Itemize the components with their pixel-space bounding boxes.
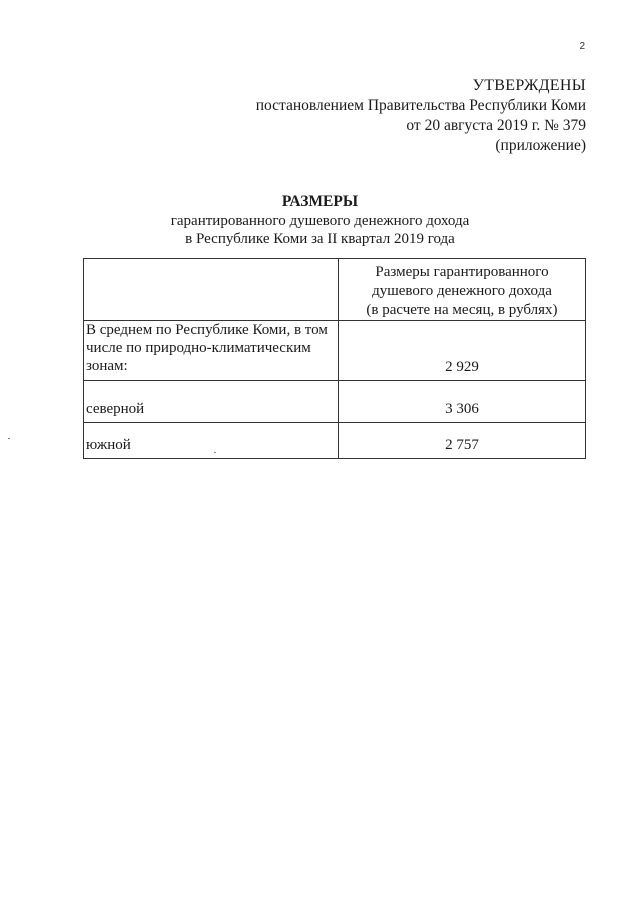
table-row: [84, 423, 586, 459]
header-cell-sizes: [339, 259, 586, 321]
table-header-row: [84, 259, 586, 321]
heading-title: РАЗМЕРЫ: [281, 193, 359, 210]
row-value-average: 2 929: [339, 321, 586, 381]
row-value-north: 3 306: [339, 381, 586, 423]
scan-speck: [214, 452, 216, 453]
table-row: [84, 381, 586, 423]
header-line-1: Размеры гарантированного: [375, 264, 549, 280]
approval-title: УТВЕРЖДЕНЫ: [472, 77, 586, 94]
scan-speck: [8, 438, 10, 439]
table-row: [84, 321, 586, 381]
label-line-3: зонам:: [86, 358, 128, 374]
income-sizes-table: [83, 258, 586, 459]
row-label-south: южной: [84, 423, 339, 459]
document-heading: [0, 192, 640, 248]
row-label-average: [84, 321, 339, 381]
approval-line-decree: постановлением Правительства Республики Коми: [255, 97, 586, 114]
approval-line-appendix: (приложение): [495, 137, 586, 154]
approval-line-date: от 20 августа 2019 г. № 379: [406, 117, 586, 134]
heading-subtitle-2: в Республике Коми за II квартал 2019 года: [185, 231, 455, 247]
row-value-south: 2 757: [339, 423, 586, 459]
row-label-north: северной: [84, 381, 339, 423]
heading-subtitle-1: гарантированного душевого денежного дохода: [170, 213, 470, 229]
header-cell-empty: [84, 259, 339, 321]
page-number: 2: [579, 41, 585, 52]
header-line-3: (в расчете на месяц, в рублях): [366, 302, 558, 318]
header-line-2: душевого денежного дохода: [372, 283, 552, 299]
label-line-1: В среднем по Республике Коми, в том: [86, 322, 328, 338]
approval-block: [186, 76, 586, 156]
label-line-2: числе по природно-климатическим: [86, 340, 311, 356]
